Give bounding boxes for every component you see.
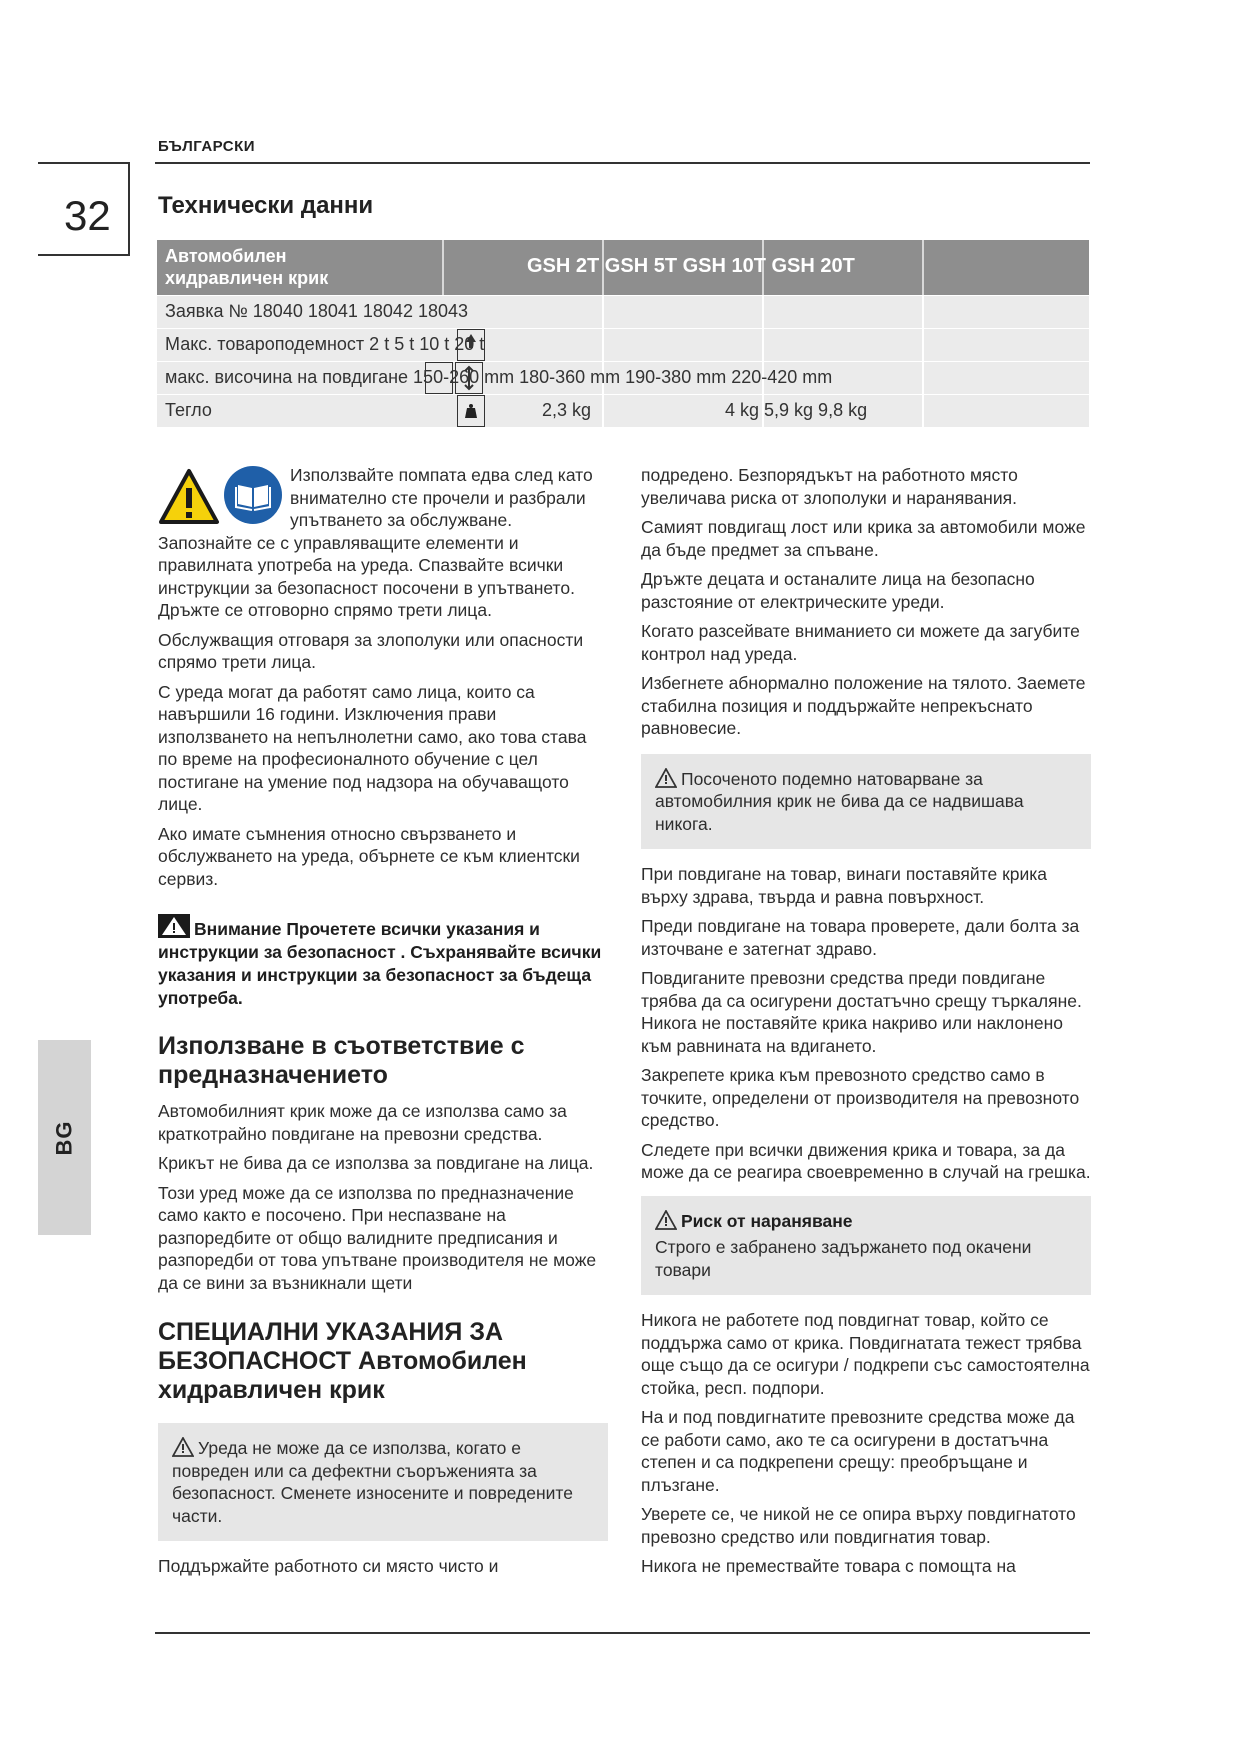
- paragraph: Когато разсейвате вниманието си можете да загубите контрол над уреда.: [641, 621, 1080, 664]
- paragraph: Обслужващия отговаря за злополуки или опасности спрямо трети лица.: [158, 629, 584, 672]
- left-column: [158, 464, 608, 1585]
- section-title-tech: Технически данни: [158, 192, 374, 219]
- paragraph: При повдигане на товар, винаги поставяйте крика върху здрава, твърда и равна повърхност.: [641, 864, 1048, 907]
- col-divider: [922, 296, 924, 328]
- spec-row-order: [157, 296, 1089, 328]
- note-text: Посоченото подемно натоварване за автомобилния крик не бива да се надвишава никога.: [655, 768, 1024, 834]
- paragraph: Следете при всички движения крика и товара, за да може да се реагира своевременно в случай на грешка.: [641, 1139, 1091, 1182]
- warning-notice: [158, 914, 608, 1010]
- paragraph: подредено. Безпорядъкът на работното място увеличава риска от злополуки и наранявания.: [641, 465, 1018, 508]
- top-divider: [155, 162, 1090, 164]
- weight-others: 4 kg 5,9 kg 9,8 kg: [725, 400, 868, 420]
- language-side-tab-label-wrap: [38, 1040, 91, 1235]
- col-divider: [602, 296, 604, 328]
- warning-triangle-icon: [655, 768, 677, 788]
- paragraph: Крикът не бива да се използва за повдигане на лица.: [158, 1153, 594, 1173]
- paragraph: Поддържайте работното си място чисто и: [158, 1556, 499, 1576]
- heading-intended-use: Използване в съответствие с предназначението: [158, 1032, 525, 1089]
- side-tab-label: BG: [51, 1120, 77, 1155]
- spec-row-text: Заявка № 18040 18041 18042 18043: [165, 301, 469, 321]
- right-column: [641, 464, 1091, 1585]
- risk-title: Риск от нараняване: [681, 1210, 853, 1231]
- paragraph: Уверете се, че никой не се опира върху повдигнатото превозно средство или повдигнатия товар.: [641, 1504, 1076, 1547]
- col-divider: [762, 296, 764, 328]
- note-box: [641, 754, 1091, 850]
- intro-paragraph: Използвайте помпата едва след като внимателно сте прочели и разбрали упътването за обслужване. Запознайте се с управляващите елементи и правилната употреба на уреда. Спазвайте всички инструкции за безопасност посочени в упътването. Дръжте се отговорно спрямо трети лица.: [158, 465, 593, 620]
- risk-box: [641, 1196, 1091, 1296]
- risk-title-row: [655, 1210, 1077, 1233]
- col-divider: [922, 240, 924, 295]
- note-box: [158, 1423, 608, 1541]
- col-divider: [602, 329, 604, 361]
- note-text: Уреда не може да се използва, когато е повреден или са дефектни съоръженията за безопасност. Сменете износените и повредените части.: [172, 1438, 573, 1526]
- risk-text: Строго е забранено задържането под окачени товари: [655, 1237, 1032, 1280]
- warning-text: Внимание Прочетете всички указания и инструкции за безопасност . Съхранявайте всички указания и инструкции за безопасност за бъдеща употреба.: [158, 919, 602, 1008]
- warning-triangle-icon: [158, 914, 190, 938]
- heading-special-safety: СПЕЦИАЛНИ УКАЗАНИЯ ЗА БЕЗОПАСНОСТ Автомобилен хидравличен крик: [158, 1318, 527, 1404]
- paragraph: С уреда могат да работят само лица, които са навършили 16 години. Изключения прави използването на непълнолетни само, ако това става по време на професионалното обучение с цел постигане на умение под надзора на обучаващото лице.: [158, 681, 587, 814]
- paragraph: Този уред може да се използва по предназначение само както е посочено. При неспазване на разпоредбите от общо валидните предписания и разпоредби от това упътване производителя не може да се вини за възникнали щети: [158, 1182, 597, 1293]
- spec-row-label: Тегло: [165, 400, 212, 420]
- bottom-divider: [155, 1632, 1090, 1634]
- spec-row-weight: [157, 395, 1089, 427]
- col-divider: [922, 395, 924, 427]
- col-divider: [442, 240, 444, 295]
- paragraph: На и под повдигнатите превозните средства може да се работи само, ако те са осигурени в достатъчна степен и са подкрепени срещу: преобръщане и плъзгане.: [641, 1407, 1075, 1495]
- manual-book-icon: [224, 466, 282, 524]
- col-divider: [922, 329, 924, 361]
- spec-row-text: макс. височина на повдигане 150-260 mm 180-360 mm 190-380 mm 220-420 mm: [165, 367, 833, 387]
- paragraph: Ако имате съмнения относно свързването и обслужването на уреда, обърнете се към клиентски сервиз.: [158, 823, 580, 889]
- warning-triangle-icon: [655, 1210, 677, 1230]
- spec-row-load: [157, 329, 1089, 361]
- col-divider: [922, 362, 924, 394]
- spec-table: [157, 240, 1089, 427]
- spec-header-label: [165, 245, 328, 289]
- col-divider: [602, 395, 604, 427]
- safety-icons: [158, 464, 290, 530]
- paragraph: Дръжте децата и останалите лица на безопасно разстояние от електрическите уреди.: [641, 569, 1035, 612]
- paragraph: Никога не работете под повдигнат товар, който се поддържа само от крика. Повдигнатата тежест трябва още също да се осигури / подкрепи със самостоятелна стойка, респ. подпори.: [641, 1310, 1090, 1398]
- paragraph: Повдиганите превозни средства преди повдигане трябва да са осигурени достатъчно срещу търкаляне. Никога не поставяйте крика накриво или наклонено към равнината на вдигането.: [641, 968, 1082, 1056]
- weight-icon: [457, 395, 485, 427]
- paragraph: Избегнете абнормално положение на тялото. Заемете стабилна позиция и поддържайте непрекъснато равновесие.: [641, 673, 1086, 738]
- paragraph: Автомобилният крик може да се използва само за краткотрайно повдигане на превозни средства.: [158, 1101, 567, 1144]
- page-number: 32: [38, 162, 130, 256]
- paragraph: Преди повдигане на товара проверете, дали болта за източване е затегнат здраво.: [641, 916, 1080, 959]
- warning-triangle-icon: [172, 1437, 194, 1457]
- spec-header-label-1: Автомобилен: [165, 246, 287, 266]
- warning-triangle-icon: [158, 468, 220, 526]
- paragraph: Самият повдигащ лост или крика за автомобили може да бъде предмет за спъване.: [641, 517, 1086, 560]
- spec-header-label-2: хидравличен крик: [165, 268, 329, 288]
- col-divider: [762, 329, 764, 361]
- spec-header-models: GSH 2T GSH 5T GSH 10T GSH 20T: [527, 255, 855, 277]
- language-header: БЪЛГАРСКИ: [158, 138, 256, 155]
- weight-2t: 2,3 kg: [542, 400, 592, 420]
- spec-row-text: Макс. товароподемност 2 t 5 t 10 t 20 t: [165, 334, 485, 354]
- paragraph: Никога не премествайте товара с помощта на: [641, 1556, 1016, 1576]
- spec-table-header: [157, 240, 1089, 295]
- spec-row-height: [157, 362, 1089, 394]
- paragraph: Закрепете крика към превозното средство само в точките, определени от производителя на превозното средство.: [641, 1065, 1080, 1130]
